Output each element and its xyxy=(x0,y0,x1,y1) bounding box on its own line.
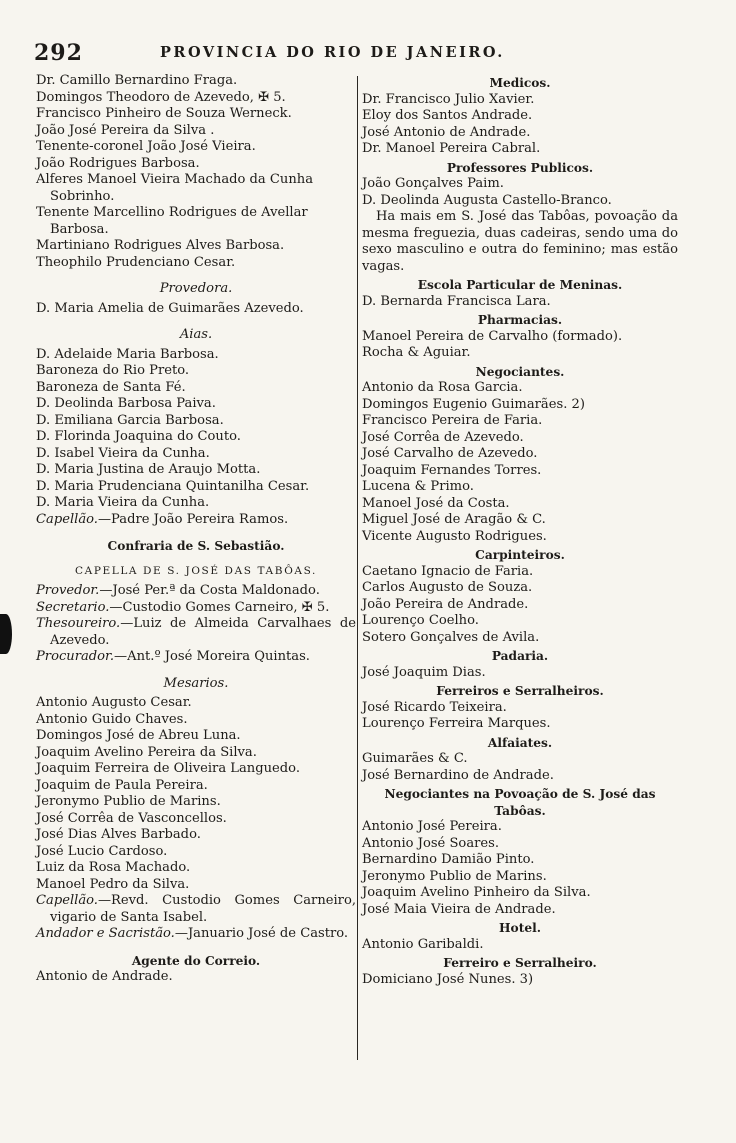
list-entry: Bernardino Damião Pinto. xyxy=(362,852,535,867)
list-entry: José Bernardino de Andrade. xyxy=(362,767,554,783)
list-entry: D. Emiliana Garcia Barbosa. xyxy=(36,412,224,428)
list-entry: Antonio José Soares. xyxy=(362,835,500,851)
professores-heading: Professores Publicos. xyxy=(446,160,594,175)
list-entry: Dr. Camillo Bernardino Fraga. xyxy=(36,73,238,88)
list-entry: Tenente Marcellino Rodrigues de Avellar Barbosa. xyxy=(36,205,308,237)
officer-text: —José Per.ª da Costa Maldonado. xyxy=(99,583,320,598)
list-entry: José Dias Alves Barbado. xyxy=(36,827,201,842)
capellao-text: —Padre João Pereira Ramos. xyxy=(97,511,289,527)
list-entry: Eloy dos Santos Andrade. xyxy=(362,108,533,123)
page-number: 292 xyxy=(34,40,83,66)
capellao2-line xyxy=(36,893,356,926)
correio-heading: Agente do Correio. xyxy=(131,953,261,968)
list-entry: D. Bernarda Francisca Lara. xyxy=(362,293,551,309)
officer-text: —Luiz de Almeida Carvalhaes de Azevedo. xyxy=(50,616,356,648)
list-entry: Manoel José da Costa. xyxy=(362,495,510,511)
list-entry: Carlos Augusto de Souza. xyxy=(362,580,533,595)
padaria-heading: Padaria. xyxy=(491,649,549,663)
list-entry: Domingos José de Abreu Luna. xyxy=(36,728,241,743)
confraria-heading: Confraria de S. Sebastião. xyxy=(107,539,285,553)
list-entry: Antonio Garibaldi. xyxy=(362,936,484,952)
list-entry: D. Deolinda Augusta Castello-Branco. xyxy=(362,192,612,208)
pharmacias-heading: Pharmacias. xyxy=(477,313,563,327)
provedora-name: D. Maria Amelia de Guimarães Azevedo. xyxy=(36,300,304,316)
list-entry: Lourenço Ferreira Marques. xyxy=(362,716,551,731)
officer-role: Provedor. xyxy=(36,583,100,598)
list-entry: Guimarães & C. xyxy=(362,751,468,766)
pharmacias-list xyxy=(362,329,678,362)
list-entry: José Maia Vieira de Andrade. xyxy=(362,901,556,917)
hotel-list xyxy=(362,937,678,954)
list-entry: Luiz da Rosa Machado. xyxy=(36,860,191,875)
ferreiro-heading: Ferreiro e Serralheiro. xyxy=(443,956,597,970)
left-column xyxy=(36,73,356,986)
list-entry: José Corrêa de Vasconcellos. xyxy=(36,810,227,826)
alfaiates-heading: Alfaiates. xyxy=(487,735,553,750)
list-entry: Miguel José de Aragão & C. xyxy=(362,512,546,527)
list-entry: Antonio Guido Chaves. xyxy=(36,711,188,727)
list-entry: José Carvalho de Azevedo. xyxy=(362,446,538,461)
ferreiros-list xyxy=(362,700,678,733)
list-entry: Sotero Gonçalves de Avila. xyxy=(362,629,540,645)
andador-text: —Januario José de Castro. xyxy=(174,926,349,941)
professores-list xyxy=(362,176,678,209)
negociantes-heading: Negociantes. xyxy=(475,364,565,379)
capellao-line xyxy=(36,512,356,529)
list-entry: Caetano Ignacio de Faria. xyxy=(362,563,534,579)
list-entry: Joaquim Fernandes Torres. xyxy=(362,462,542,478)
list-entry: D. Adelaide Maria Barbosa. xyxy=(36,346,219,362)
list-entry: Antonio da Rosa Garcia. xyxy=(362,380,523,395)
list-entry: Theophilo Prudenciano Cesar. xyxy=(36,254,236,270)
medicos-heading: Medicos. xyxy=(489,76,551,90)
hotel-heading: Hotel. xyxy=(499,921,541,935)
aias-list xyxy=(36,347,356,512)
list-entry: Lourenço Coelho. xyxy=(362,613,479,628)
officer-role: Thesoureiro. xyxy=(36,616,121,631)
list-entry: João Pereira de Andrade. xyxy=(362,596,529,612)
officer-line xyxy=(36,616,356,649)
officer-role: Procurador. xyxy=(36,649,115,664)
list-entry: D. Maria Vieira da Cunha. xyxy=(36,495,210,510)
list-entry: Antonio Augusto Cesar. xyxy=(36,695,192,710)
left-names-list xyxy=(36,73,356,271)
list-entry: José Antonio de Andrade. xyxy=(362,124,531,140)
list-entry: Baroneza de Santa Fé. xyxy=(36,379,186,395)
officer-text: —Custodio Gomes Carneiro, ✠ 5. xyxy=(109,599,330,615)
alfaiates-list xyxy=(362,751,678,784)
list-entry: José Joaquim Dias. xyxy=(362,664,486,680)
officer-line xyxy=(36,583,356,600)
list-entry: D. Deolinda Barbosa Paiva. xyxy=(36,396,216,411)
officer-role: Secretario. xyxy=(36,599,110,615)
list-entry: D. Maria Prudenciana Quintanilha Cesar. xyxy=(36,478,310,494)
officers-list xyxy=(36,583,356,666)
list-entry: João Rodrigues Barbosa. xyxy=(36,155,200,171)
list-entry: Domiciano José Nunes. 3) xyxy=(362,971,534,987)
list-entry: Baroneza do Rio Preto. xyxy=(36,363,190,378)
list-entry: D. Florinda Joaquina do Couto. xyxy=(36,429,241,444)
list-entry: Manoel Pereira de Carvalho (formado). xyxy=(362,328,623,344)
list-entry: D. Maria Justina de Araujo Motta. xyxy=(36,462,261,477)
list-entry: Joaquim Ferreira de Oliveira Languedo. xyxy=(36,761,300,776)
aias-heading: Aias. xyxy=(179,327,213,342)
list-entry: Martiniano Rodrigues Alves Barbosa. xyxy=(36,238,285,253)
list-entry: Antonio José Pereira. xyxy=(362,819,502,834)
escola-heading: Escola Particular de Meninas. xyxy=(417,278,623,292)
carpinteiros-heading: Carpinteiros. xyxy=(475,548,565,562)
list-entry: Joaquim Avelino Pinheiro da Silva. xyxy=(362,885,591,900)
mesarios-list xyxy=(36,695,356,893)
andador-line xyxy=(36,926,356,943)
carpinteiros-list xyxy=(362,564,678,647)
capella-subheading: CAPELLA DE S. JOSÉ DAS TABÔAS. xyxy=(75,564,317,577)
list-entry: Domingos Theodoro de Azevedo, ✠ 5. xyxy=(36,89,286,105)
list-entry: Joaquim de Paula Pereira. xyxy=(36,777,208,793)
officer-text: —Ant.º José Moreira Quintas. xyxy=(114,649,310,664)
list-entry: Dr. Manoel Pereira Cabral. xyxy=(362,141,541,156)
list-entry: Francisco Pereira de Faria. xyxy=(362,413,543,428)
list-entry: Francisco Pinheiro de Souza Werneck. xyxy=(36,106,292,121)
povoacao-list xyxy=(362,819,678,918)
ferreiro-list xyxy=(362,972,678,989)
list-entry: Tenente-coronel João José Vieira. xyxy=(36,139,256,154)
running-title: PROVINCIA DO RIO DE JANEIRO. xyxy=(160,44,505,61)
capellao2-text: —Revd. Custodio Gomes Carneiro, vigario de Santa Isabel. xyxy=(50,893,356,925)
list-entry: Dr. Francisco Julio Xavier. xyxy=(362,91,535,107)
list-entry: Domingos Eugenio Guimarães. 2) xyxy=(362,396,585,412)
right-column xyxy=(362,73,678,988)
capellao-label: Capellão. xyxy=(36,511,98,527)
medicos-list xyxy=(362,92,678,158)
list-entry: Alferes Manoel Vieira Machado da Cunha Sobrinho. xyxy=(36,172,314,204)
column-divider xyxy=(357,76,358,1060)
povoacao-heading: Negociantes na Povoação de S. José das Tabôas. xyxy=(384,787,656,818)
list-entry: D. Isabel Vieira da Cunha. xyxy=(36,445,210,461)
ink-blot-mark xyxy=(0,614,12,654)
mesarios-heading: Mesarios. xyxy=(163,675,229,691)
list-entry: João José Pereira da Silva . xyxy=(36,122,215,138)
list-entry: Lucena & Primo. xyxy=(362,479,474,494)
capellao2-label: Capellão. xyxy=(36,893,98,908)
list-entry: José Corrêa de Azevedo. xyxy=(362,429,524,445)
officer-line xyxy=(36,649,356,666)
correio-name: Antonio de Andrade. xyxy=(36,969,173,984)
escola-list xyxy=(362,294,678,311)
andador-label: Andador e Sacristão. xyxy=(36,926,175,941)
ferreiros-heading: Ferreiros e Serralheiros. xyxy=(436,684,604,698)
list-entry: Jeronymo Publio de Marins. xyxy=(36,794,221,809)
negociantes-list xyxy=(362,380,678,545)
list-entry: João Gonçalves Paim. xyxy=(362,176,504,191)
professores-note: Ha mais em S. José das Tabôas, povoação da mesma freguezia, duas cadeiras, sendo uma do sexo masculino e outra do feminino; mas estão vagas. xyxy=(362,209,678,274)
padaria-list xyxy=(362,665,678,682)
list-entry: José Lucio Cardoso. xyxy=(36,843,168,859)
officer-line xyxy=(36,600,356,617)
list-entry: Jeronymo Publio de Marins. xyxy=(362,868,547,884)
list-entry: Rocha & Aguiar. xyxy=(362,345,471,360)
list-entry: Vicente Augusto Rodrigues. xyxy=(362,528,547,544)
list-entry: José Ricardo Teixeira. xyxy=(362,699,507,715)
provedora-heading: Provedora. xyxy=(159,281,233,296)
list-entry: Joaquim Avelino Pereira da Silva. xyxy=(36,744,257,760)
list-entry: Manoel Pedro da Silva. xyxy=(36,876,190,892)
